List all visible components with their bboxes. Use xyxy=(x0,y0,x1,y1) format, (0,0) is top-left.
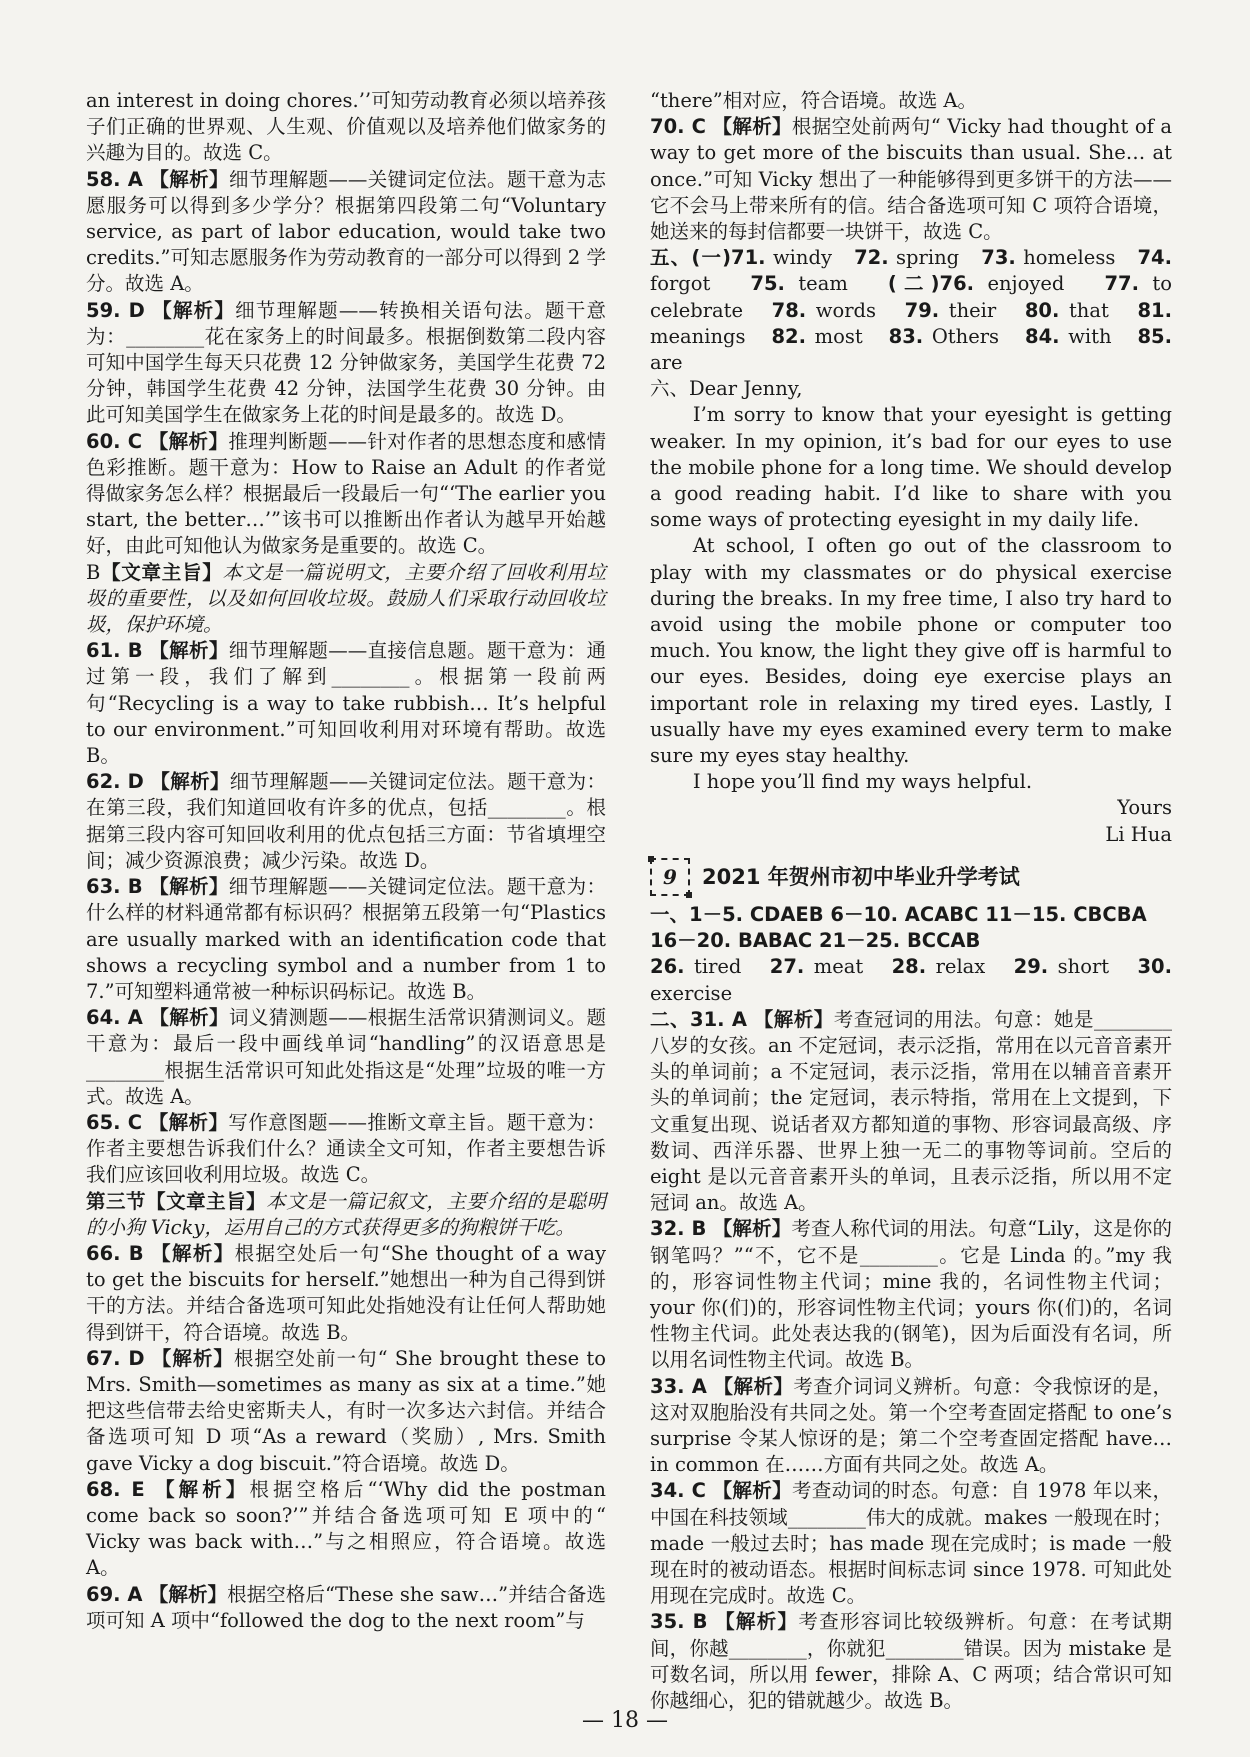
paragraph-text: 细节理解题——关键词定位法。题干意为：在第三段，我们知道回收有许多的优点，包括________。根据第三段内容可知回收利用的优点包括三方面：节省填埋空间；减少资源浪费；减少污染。故选 D。 xyxy=(86,770,606,872)
item-number: 61. B xyxy=(86,639,143,663)
answer-word: that xyxy=(1068,298,1109,322)
answer-35 xyxy=(650,1609,1172,1714)
answer-word: their xyxy=(948,298,997,322)
answer-64 xyxy=(86,1005,606,1110)
summary-b xyxy=(86,560,606,639)
item-number: 62. D xyxy=(86,770,144,794)
answer-num: 73. xyxy=(981,246,1016,270)
answer-58 xyxy=(86,167,606,298)
answers-26-30 xyxy=(650,954,1172,1006)
answer-word: enjoyed xyxy=(987,272,1065,296)
paragraph-text: 写作意图题——推断文章主旨。题干意为：作者主要想告诉我们什么？通读全文可知，作者主要想告诉我们应该回收利用垃圾。故选 C。 xyxy=(86,1110,606,1187)
answer-word: relax xyxy=(935,955,986,979)
paragraph-text: 根据空处前一句“ She brought these to Mrs. Smith—sometimes as many as six at a time.”她把这些信带去给史密斯夫人，有时一次多达六封信。并结合备选项可知 D 项“As a reward（奖励）, Mrs. Smith gave Vicky a dog biscuit.”符合语境。故选 D。 xyxy=(86,1346,606,1475)
paragraph-text: 根据空处后一句“She thought of a way to get the biscuits for herself.”她想出一种为自己得到饼干的方法。并结合备选项可知此处指她没有让任何人帮助她得到饼干，符合语境。故选 B。 xyxy=(86,1241,606,1344)
answer-31 xyxy=(650,1007,1172,1217)
answer-key-line: 一、1－5. CDAEB 6－10. ACABC 11－15. CBCBA xyxy=(650,902,1147,926)
answer-word: exercise xyxy=(650,981,733,1005)
answer-61 xyxy=(86,638,606,769)
answer-num: 77. xyxy=(1104,272,1140,296)
paragraph-text: 推理判断题——针对作者的思想态度和感情色彩推断。题干意为：How to Raise an Adult 的作者觉得做家务怎么样？根据最后一段最后一句“‘The earlier you start, the better…’”该书可以推断出作者认为越早开始越好，由此可知他认为做家务是重要的。故选 C。 xyxy=(86,429,606,558)
paragraph-text: 细节理解题——直接信息题。题干意为：通过第一段，我们了解到________。根据第一段前两句“Recycling is a way to take rubbish… It’s helpful to our environment.”可知回收利用对环境有帮助。故选 B。 xyxy=(86,639,606,768)
item-number: 60. C xyxy=(86,429,143,453)
letter-paragraph: At school, I often go out of the classroom to play with my classmates or do physical exercise during the breaks. In my free time, I also try hard to avoid using the mobile phone or computer too much. You know, the light they give off is harmful to our eyes. Besides, doing eye exercise plays an important role in relaxing my tired eyes. Lastly, I usually have my eyes examined every term to make sure my eyes stay healthy. xyxy=(650,534,1172,768)
analysis-tag: 【解析】 xyxy=(148,429,229,453)
analysis-tag: 【解析】 xyxy=(151,1346,234,1370)
answer-num: 29. xyxy=(1013,955,1049,979)
answer-66 xyxy=(86,1241,606,1346)
item-number: 第三节 xyxy=(86,1189,147,1213)
answer-word: tired xyxy=(694,955,742,979)
answer-num: 75. xyxy=(750,272,785,296)
paragraph-text: 考查介词词义辨析。句意：令我惊讶的是，这对双胞胎没有共同之处。第一个空考查固定搭配 to one’s surprise 令某人惊讶的是；第二个空考查固定搭配 have… in common 在……方面有共同之处。故选 A。 xyxy=(650,1374,1172,1477)
answer-word: to celebrate xyxy=(650,272,1172,322)
answer-num: 82. xyxy=(771,324,806,348)
item-number: 66. B xyxy=(86,1241,144,1265)
letter-paragraph: I hope you’ll find my ways helpful. xyxy=(692,770,1033,794)
analysis-tag: 【解析】 xyxy=(149,875,229,899)
answer-num: 83. xyxy=(888,324,924,348)
paragraph-text: 根据空格后“‘Why did the postman come back so soon?’”并结合备选项可知 E 项中的“ Vicky was back with…”与之相照应，符合语境。故选 A。 xyxy=(86,1477,606,1580)
answer-34 xyxy=(650,1478,1172,1609)
analysis-tag: 【解析】 xyxy=(152,298,236,322)
answer-word: meanings xyxy=(650,324,746,348)
answer-word: short xyxy=(1057,955,1110,979)
answer-word: are xyxy=(650,351,683,375)
answer-num: 79. xyxy=(904,298,940,322)
answer-num: 78. xyxy=(771,298,807,322)
answer-num: 74. xyxy=(1137,246,1173,270)
paragraph-text: 本文是一篇说明文，主要介绍了回收利用垃圾的重要性，以及如何回收垃圾。鼓励人们采取行动回收垃圾，保护环境。 xyxy=(86,560,606,637)
paragraph-text: 本文是一篇记叙文，主要介绍的是聪明的小狗 Vicky，运用自己的方式获得更多的狗粮饼干吃。 xyxy=(86,1189,606,1239)
item-number: 二、31. A xyxy=(650,1007,747,1031)
letter-paragraph: I’m sorry to know that your eyesight is getting weaker. In my opinion, it’s bad for our eyes to use the mobile phone for a long time. We should develop a good reading habit. I’d like to share with you some ways of protecting eyesight in my daily life. xyxy=(650,403,1172,532)
analysis-tag: 【解析】 xyxy=(712,1217,792,1241)
analysis-tag: 【解析】 xyxy=(715,1610,799,1634)
answer-num: 80. xyxy=(1024,298,1060,322)
answer-word: forgot xyxy=(650,272,711,296)
paragraph-57-tail xyxy=(86,88,606,167)
answer-70 xyxy=(650,114,1172,245)
answer-59 xyxy=(86,298,606,429)
analysis-tag: 【解析】 xyxy=(753,1007,834,1031)
item-number: 33. A xyxy=(650,1374,707,1398)
answer-63 xyxy=(86,874,606,1005)
answer-num: (二)76. xyxy=(887,272,975,296)
analysis-tag: 【解析】 xyxy=(149,1006,229,1030)
answer-key-line: 16－20. BABAC 21－25. BCCAB xyxy=(650,929,981,953)
writing-sample-letter xyxy=(650,376,1172,848)
item-number: 34. C xyxy=(650,1479,706,1503)
item-number: 63. B xyxy=(86,875,143,899)
answer-num: 28. xyxy=(891,955,927,979)
item-number: 69. A xyxy=(86,1582,143,1606)
item-number: 70. C xyxy=(650,115,706,139)
paragraph-text: 细节理解题——关键词定位法。题干意为志愿服务可以得到多少学分？根据第四段第二句“Voluntary service, as part of labor education, would take two credits.”可知志愿服务作为劳动教育的一部分可以得到 2 学分。故选 A。 xyxy=(86,167,606,296)
paragraph-text: 考查形容词比较级辨析。句意：在考试期间，你越________，你就犯________错误。因为 mistake 是可数名词，所以用 fewer，排除 A、C 两项；结合常识可知你越细心，犯的错就越少。故选 B。 xyxy=(650,1610,1172,1712)
exam-section-heading xyxy=(650,858,1172,896)
paragraph-text: 细节理解题——关键词定位法。题干意为：什么样的材料通常都有标识码？根据第五段第一句“Plastics are usually marked with an identification code that shows a recycling symbol and a number from 1 to 7.”可知塑料通常被一种标识码标记。故选 B。 xyxy=(86,875,606,1003)
item-number: 68. E xyxy=(86,1477,145,1501)
answer-33 xyxy=(650,1374,1172,1479)
analysis-tag: 【解析】 xyxy=(149,167,229,191)
paragraph-text: 根据空处前两句“ Vicky had thought of a way to get more of the biscuits than usual. She… at once.”可知 Vicky 想出了一种能够得到更多饼干的方法——它不会马上带来所有的信。结合备选项可知 C 项符合语境，她送来的每封信都要一块饼干，故选 C。 xyxy=(650,115,1172,244)
answer-60 xyxy=(86,429,606,560)
answers-section-five xyxy=(650,245,1172,376)
paragraph-text: 考查动词的时态。句意：自 1978 年以来，中国在科技领域________伟大的成就。makes 一般现在时；made 一般过去时；has made 现在完成时；is made 一般现在时的被动语态。根据时间标志词 since 1978. 可知此处用现在完成时。故选 C。 xyxy=(650,1479,1172,1608)
answer-67 xyxy=(86,1346,606,1477)
item-number: 35. B xyxy=(650,1610,708,1634)
exam-title: 2021 年贺州市初中毕业升学考试 xyxy=(702,864,1020,889)
answer-num: 26. xyxy=(650,955,685,979)
letter-greeting: 六、Dear Jenny, xyxy=(650,377,803,401)
summary-tag: 【文章主旨】 xyxy=(100,560,223,584)
paragraph-text: 细节理解题——转换相关语句法。题干意为：________花在家务上的时间最多。根据倒数第二段内容可知中国学生每天只花费 12 分钟做家务，美国学生花费 72 分钟，韩国学生花费 42 分钟，法国学生花费 30 分钟。由此可知美国学生在做家务上花的时间是最多的。故选 D。 xyxy=(86,298,606,427)
answer-num: 五、(一)71. xyxy=(650,246,766,270)
item-number: 59. D xyxy=(86,298,145,322)
answer-word: with xyxy=(1068,324,1112,348)
answer-word: team xyxy=(798,272,848,296)
item-number: 58. A xyxy=(86,167,143,191)
analysis-tag: 【解析】 xyxy=(148,1110,229,1134)
item-number: 67. D xyxy=(86,1346,145,1370)
analysis-tag: 【解析】 xyxy=(712,115,792,139)
analysis-tag: 【解析】 xyxy=(151,1241,235,1265)
answer-62 xyxy=(86,769,606,874)
answer-32 xyxy=(650,1216,1172,1373)
answer-word: most xyxy=(814,324,863,348)
answer-word: spring xyxy=(896,246,960,270)
analysis-tag: 【解析】 xyxy=(155,1477,250,1501)
answer-65 xyxy=(86,1110,606,1189)
answer-word: words xyxy=(815,298,877,322)
paragraph-69-tail xyxy=(650,88,1172,114)
letter-signature: Li Hua xyxy=(1105,822,1172,846)
answer-word: Others xyxy=(931,324,1000,348)
paragraph-text: 根据空格后“These she saw…”并结合备选项可知 A 项中“followed the dog to the next room”与 xyxy=(86,1582,606,1632)
answer-69 xyxy=(86,1582,606,1634)
analysis-tag: 【解析】 xyxy=(712,1479,792,1503)
answer-68 xyxy=(86,1477,606,1582)
letter-closing: Yours xyxy=(1117,796,1172,820)
answer-num: 30. xyxy=(1137,955,1172,979)
analysis-tag: 【解析】 xyxy=(149,639,229,663)
paragraph-text: 词义猜测题——根据生活常识猜测词义。题干意为：最后一段中画线单词“handling”的汉语意思是________根据生活常识可知此处指这是“处理”垃圾的唯一方式。故选 A。 xyxy=(86,1006,606,1108)
analysis-tag: 【解析】 xyxy=(713,1374,794,1398)
answer-num: 81. xyxy=(1137,298,1172,322)
answer-num: 72. xyxy=(854,246,889,270)
paragraph-text: 考查冠词的用法。句意：她是________八岁的女孩。an 不定冠词，表示泛指，常用在以元音音素开头的单词前；a 不定冠词，表示泛指，常用在以辅音音素开头的单词前；the 定冠词，表示特指，常用在上文提到，下文重复出现、说话者双方都知道的事物、形容词最高级、序数词、西洋乐器、世界上独一无二的事物等词前。空后的 eight 是以元音音素开头的单词，且表示泛指，所以用不定冠词 an。故选 A。 xyxy=(650,1007,1172,1215)
analysis-tag: 【解析】 xyxy=(148,1582,228,1606)
left-column xyxy=(86,88,606,1634)
paragraph-text: an interest in doing chores.’’可知劳动教育必须以培养孩子们正确的世界观、人生观、价值观以及培养他们做家务的兴趣为目的。故选 C。 xyxy=(86,89,606,165)
item-number: 32. B xyxy=(650,1217,707,1241)
section-number-badge: 9 xyxy=(650,858,690,896)
right-column xyxy=(650,88,1172,1714)
answer-num: 85. xyxy=(1137,324,1172,348)
answer-word: meat xyxy=(813,955,864,979)
analysis-tag: 【解析】 xyxy=(150,770,230,794)
answer-word: windy xyxy=(772,246,832,270)
answer-num: 84. xyxy=(1025,324,1060,348)
page-number: — 18 — xyxy=(582,1708,668,1733)
paragraph-text: 考查人称代词的用法。句意“Lily，这是你的钢笔吗？”“不，它不是________。它是 Linda 的。”my 我的，形容词性物主代词；mine 我的，名词性物主代词；your 你(们)的，形容词性物主代词；yours 你(们)的，名词性物主代词。此处表达我的(钢笔)，因为后面没有名词，所以用名词性物主代词。故选 B。 xyxy=(650,1217,1172,1372)
answer-num: 27. xyxy=(769,955,805,979)
answer-word: homeless xyxy=(1023,246,1116,270)
item-number: B xyxy=(86,560,101,584)
item-number: 65. C xyxy=(86,1110,143,1134)
item-number: 64. A xyxy=(86,1006,143,1030)
summary-section-3 xyxy=(86,1189,606,1241)
paragraph-text: “there”相对应，符合语境。故选 A。 xyxy=(650,89,978,112)
summary-tag: 【文章主旨】 xyxy=(146,1189,267,1213)
